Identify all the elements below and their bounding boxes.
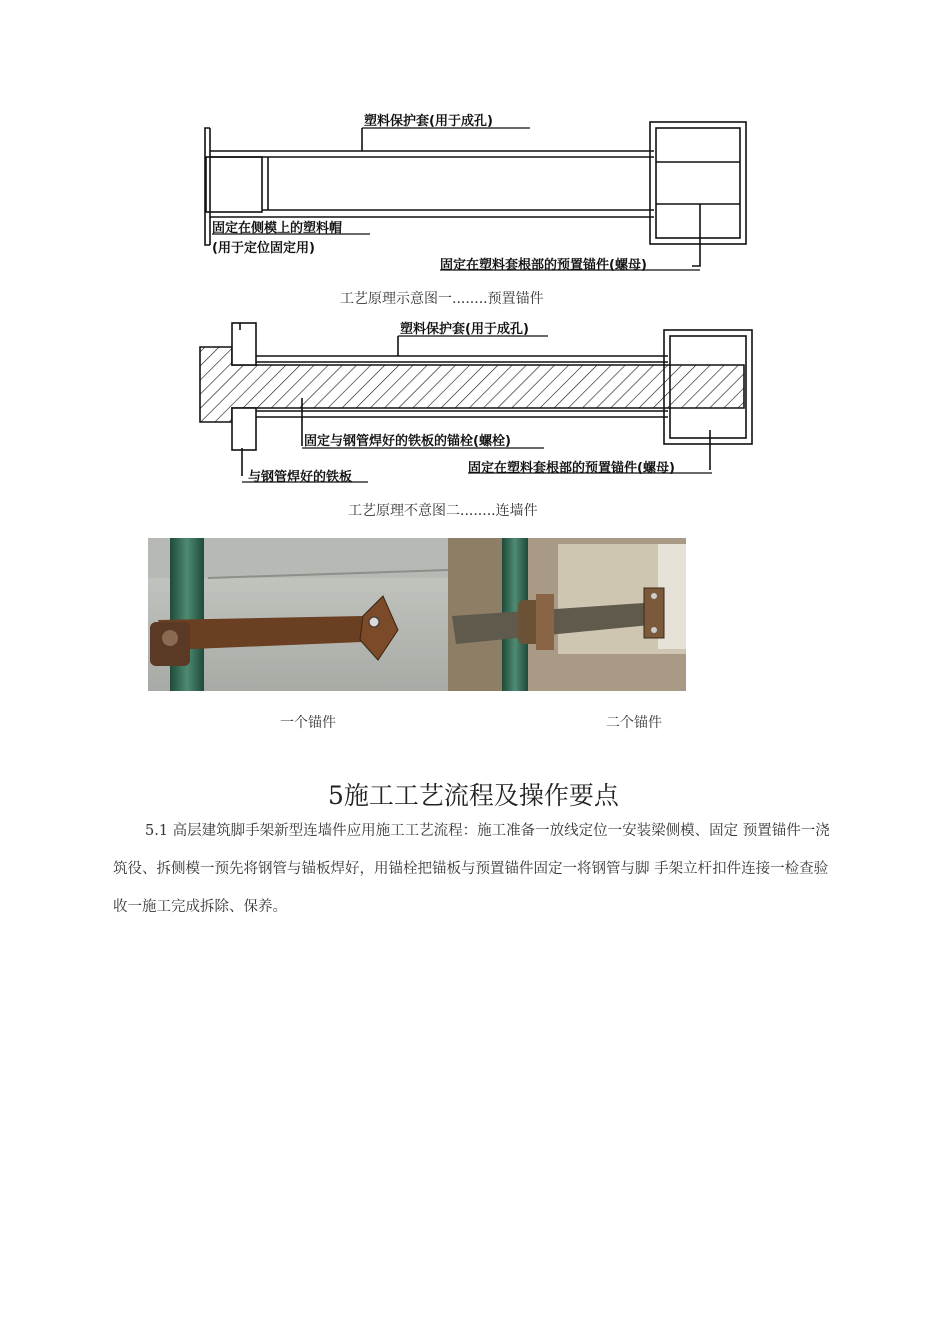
section-heading: 5施工工艺流程及操作要点 (328, 781, 619, 810)
diagram-2-label-plate: 与钢管焊好的铁板 (248, 470, 353, 485)
diagram-1-caption: 工艺原理示意图一........预置锚件 (340, 291, 544, 307)
diagram-2-drawing (0, 0, 950, 500)
diagram-2-label-anchor: 固定在塑料套根部的预置锚件(螺母) (468, 461, 675, 476)
photo-left-caption: 一个锚件 (280, 715, 336, 731)
diagram-1-label-cap: 固定在侧模上的塑料帽 (212, 221, 343, 236)
diagram-1-label-sleeve: 塑料保护套(用于成孔) (364, 114, 493, 129)
photo-right-caption: 二个锚件 (606, 715, 662, 731)
diagram-2-caption: 工艺原理不意图二........连墙件 (348, 503, 538, 519)
photo-right (448, 538, 686, 691)
diagram-2-label-sleeve: 塑料保护套(用于成孔) (400, 322, 529, 337)
diagram-1-label-anchor: 固定在塑料套根部的预置锚件(螺母) (440, 258, 647, 273)
photo-left (148, 538, 448, 691)
section-paragraph: 5.1 高层建筑脚手架新型连墙件应用施工工艺流程：施工准备一放线定位一安装梁侧模、固定 预置锚件一浇筑役、拆侧模一预先将钢管与锚板焊好，用锚栓把锚板与预置锚件固定一将钢管与脚 手架立杆扣件连接一检查验收一施工完成拆除、保养。 (113, 823, 830, 915)
diagram-2-label-bolt: 固定与钢管焊好的铁板的锚栓(螺栓) (304, 434, 511, 449)
diagram-1-label-cap-purpose: (用于定位固定用) (212, 241, 315, 256)
